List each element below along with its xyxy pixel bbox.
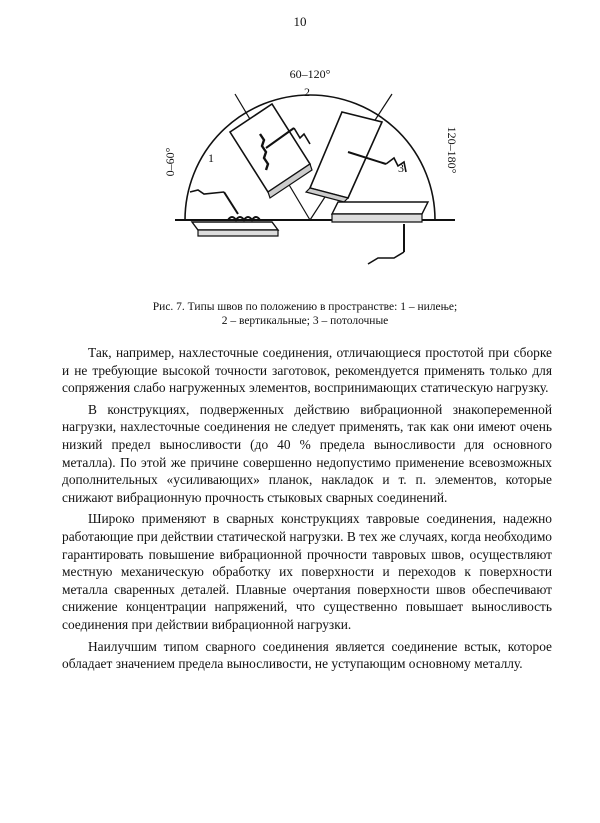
electrode-1 (224, 192, 238, 214)
paragraph: Широко применяют в сварных конструкциях тавровые соединения, надежно работающие при действии статической нагрузки. В тех же случаях, когда необходимо гарантировать повышение вибрационной прочности тавровых швов, осуществляют местную механическую обработку их поверхности и переходов к поверхности металла сваренных деталей. Плавные очертания поверхности швов обеспечивают снижение концентрации напряжений, что существенно повышает выносливость соединения при действии вибрационной нагрузки. (62, 511, 552, 632)
body-text (62, 344, 552, 677)
position-2-label: 2 (304, 85, 310, 99)
overhead-lower-plate-side (332, 214, 422, 222)
angle-arc (185, 95, 435, 220)
holder-4 (368, 252, 404, 264)
page-number: 10 (293, 14, 307, 29)
welding-positions-drawing (160, 52, 460, 292)
figure-caption (90, 300, 520, 328)
position-3-label: 3 (398, 161, 404, 175)
welding-positions-figure (160, 52, 460, 292)
paragraph: В конструкциях, подверженных действию вибрационной знакопеременной нагрузки, нахлесточные соединения не следует применять, так как они имеют очень низкий предел выносливости (до 40 % предела выносливости для основного металла). По этой же причине совершенно недопустимо применение всевозможных дополнительных «усиливающих» планок, накладок и т. п. элементов, которые снижают вибрационную прочность стыковых сварных соединений. (62, 401, 552, 505)
caption-line-2: 2 – вертикальные; 3 – потолочные (221, 315, 389, 327)
paragraph: Так, например, нахлесточные соединения, отличающиеся простотой при сборке и не требующие высокой точности заготовок, рекомендуется применять только для сопряжения слабо нагруженных элементов, воспринимающих статическую нагрузку. (62, 345, 552, 396)
flat-plate-top (192, 222, 278, 230)
angle-top-label: 60–120° (289, 67, 331, 81)
holder-1 (190, 190, 224, 194)
paragraph: Наилучшим типом сварного соединения является соединение встык, которое обладает значением предела выносливости, не уступающим основному металлу. (62, 638, 552, 672)
angle-right-label: 120–180° (445, 126, 459, 174)
position-1-label: 1 (208, 151, 214, 165)
flat-plate-side (198, 230, 278, 236)
overhead-lower-plate (332, 202, 428, 214)
angle-left-label: 0–60° (163, 147, 177, 177)
caption-line-1: Рис. 7. Типы швов по положению в пространстве: 1 – нилење; (152, 301, 458, 313)
overhead-plate (310, 112, 382, 198)
